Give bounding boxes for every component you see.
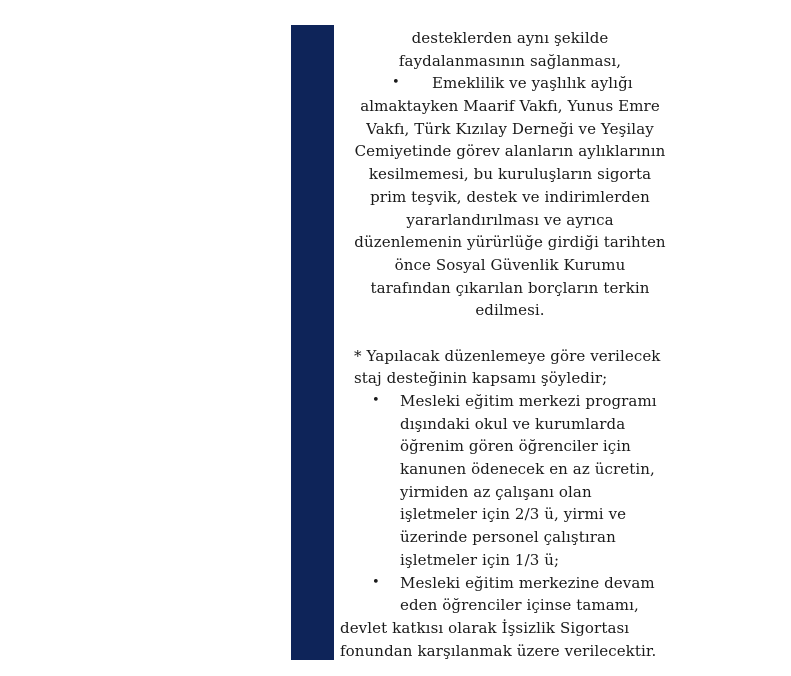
text-line: Vakfı, Türk Kızılay Derneği ve Yeşilay: [366, 119, 654, 138]
text-line: öğrenim gören öğrenciler için: [400, 437, 631, 456]
bullet-item-internship-vocational: [340, 572, 680, 595]
text-line: Cemiyetinde görev alanların aylıklarının: [354, 142, 666, 161]
text-line: Emeklilik ve yaşlılık aylığı: [432, 74, 633, 93]
bullet-icon: •: [392, 75, 400, 91]
text-line: önce Sosyal Güvenlik Kurumu: [394, 255, 626, 274]
text-line: yararlandırılması ve ayrıca: [406, 210, 614, 229]
text-line: tarafından çıkarılan borçların terkin: [370, 278, 650, 297]
text-line: kesilmemesi, bu kuruluşların sigorta: [368, 165, 652, 184]
text-line: eden öğrenciler içinse tamamı,: [400, 596, 639, 615]
decorative-side-bar: [291, 25, 334, 660]
text-line: prim teşvik, destek ve indirimlerden: [370, 187, 650, 206]
text-line: devlet katkısı olarak İşsizlik Sigortası: [340, 618, 630, 637]
text-line: üzerinde personel çalıştıran: [400, 528, 616, 547]
text-line: staj desteğinin kapsamı şöyledir;: [354, 369, 608, 388]
text-line: dışındaki okul ve kurumlarda: [400, 414, 626, 433]
text-line: düzenlemenin yürürlüğe girdiği tarihten: [354, 233, 666, 252]
text-line: almaktayken Maarif Vakfı, Yunus Emre: [360, 97, 660, 116]
text-line: Mesleki eğitim merkezi programı: [400, 392, 657, 410]
text-line: işletmeler için 1/3 ü;: [400, 550, 560, 569]
text-line: edilmesi.: [475, 301, 545, 320]
bullet-item-internship-school: [340, 390, 680, 413]
text-line: yirmiden az çalışanı olan: [400, 482, 592, 501]
text-line: kanunen ödenecek en az ücretin,: [400, 460, 655, 479]
text-line: * Yapılacak düzenlemeye göre verilecek: [354, 346, 661, 365]
text-line: faydalanmasının sağlanması,: [398, 51, 622, 70]
text-line: işletmeler için 2/3 ü, yirmi ve: [400, 505, 627, 524]
bullet-icon: •: [372, 574, 380, 590]
bullet-item-retirement: [340, 72, 680, 95]
bullet-icon: •: [372, 393, 380, 408]
blank-line: [340, 322, 680, 345]
article-text-column: [340, 27, 680, 662]
text-line: Mesleki eğitim merkezine devam: [400, 573, 655, 592]
text-line: desteklerden aynı şekilde: [411, 29, 609, 47]
text-line: fonundan karşılanmak üzere verilecektir.: [340, 641, 657, 660]
